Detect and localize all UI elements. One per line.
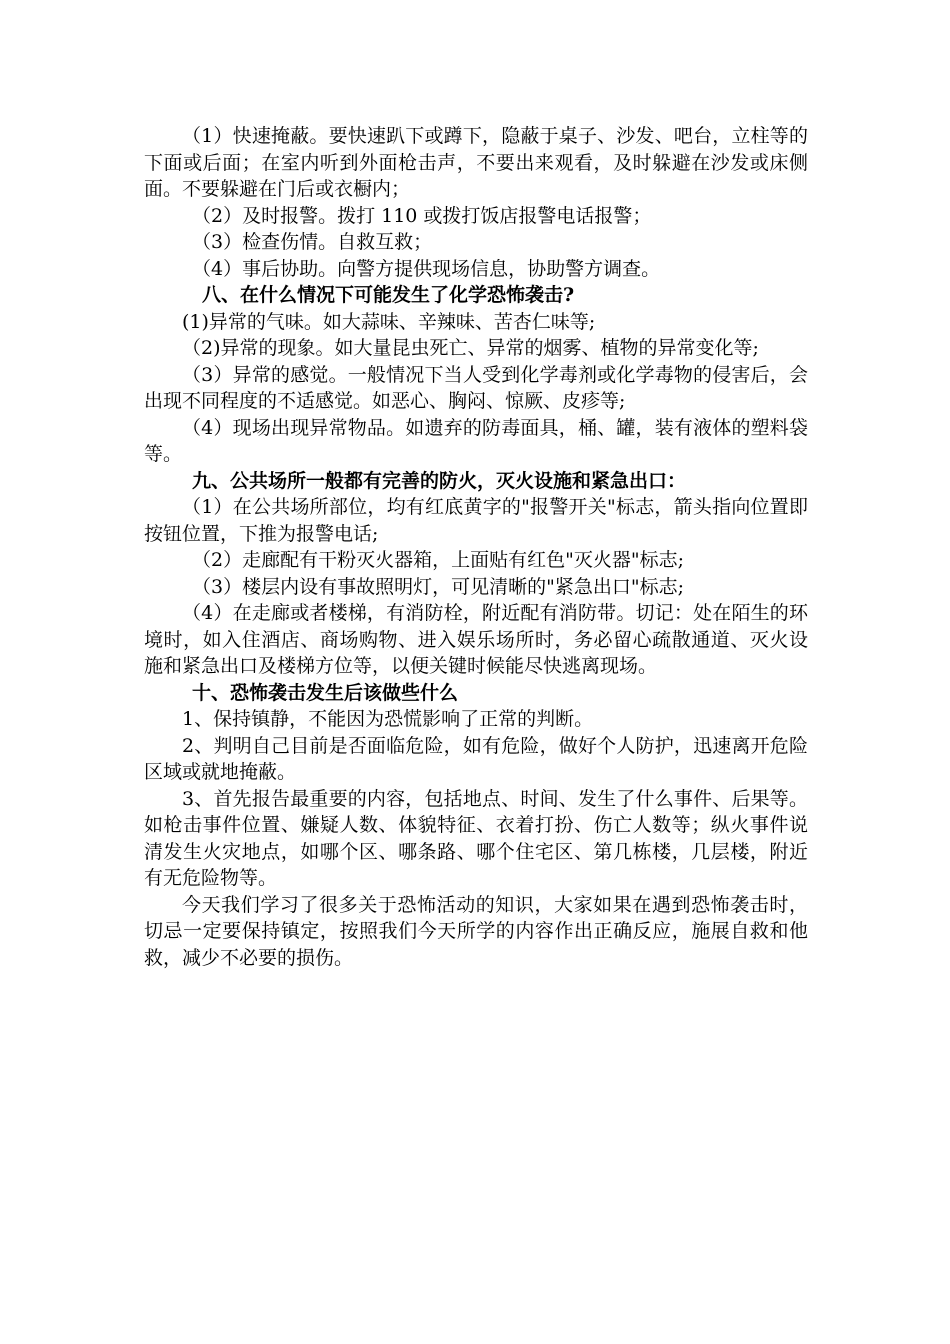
paragraph-report-content: 3、首先报告最重要的内容，包括地点、时间、发生了什么事件、后果等。如枪击事件位置、嫌疑人数、体貌特征、衣着打扮、伤亡人数等；纵火事件说清发生火灾地点，如哪个区、哪条路、哪个住宅区、第几栋楼，几层楼，附近有无危险物等。 [144, 787, 808, 889]
paragraph-conclusion: 今天我们学习了很多关于恐怖活动的知识，大家如果在遇到恐怖袭击时，切忌一定要保持镇定，按照我们今天所学的内容作出正确反应，施展自救和他救，减少不必要的损伤。 [144, 893, 808, 969]
heading-section-10: 十、恐怖袭击发生后该做些什么 [192, 681, 459, 704]
paragraph-report-police: （2）及时报警。拨打 110 或拨打饭店报警电话报警； [192, 204, 652, 227]
paragraph-assist-police: （4）事后协助。向警方提供现场信息，协助警方调查。 [192, 257, 661, 280]
paragraph-emergency-exit: （3）楼层内设有事故照明灯，可见清晰的"紧急出口"标志; [192, 575, 684, 598]
paragraph-abnormal-items: （4）现场出现异常物品。如遗弃的防毒面具，桶、罐，装有液体的塑料袋等。 [144, 416, 808, 465]
paragraph-assess-danger: 2、判明自己目前是否面临危险，如有危险，做好个人防护，迅速离开危险区域或就地掩蔽。 [144, 734, 808, 783]
paragraph-abnormal-feeling: （3）异常的感觉。一般情况下当人受到化学毒剂或化学毒物的侵害后，会出现不同程度的不适感觉。如恶心、胸闷、惊厥、皮疹等; [144, 363, 808, 412]
paragraph-check-injuries: （3）检查伤情。自救互救； [192, 231, 433, 253]
paragraph-abnormal-smell: (1)异常的气味。如大蒜味、辛辣味、苦杏仁味等; [182, 310, 596, 333]
paragraph-abnormal-phenomena: （2)异常的现象。如大量昆虫死亡、异常的烟雾、植物的异常变化等; [182, 337, 759, 359]
paragraph-extinguisher: （2）走廊配有干粉灭火器箱，上面贴有红色"灭火器"标志; [192, 549, 684, 571]
paragraph-stay-calm: 1、保持镇静，不能因为恐慌影响了正常的判断。 [182, 708, 594, 730]
document-body [144, 123, 808, 971]
paragraph-quick-cover: （1）快速掩蔽。要快速趴下或蹲下，隐蔽于桌子、沙发、吧台，立柱等的下面或后面；在室内听到外面枪击声，不要出来观看，及时躲避在沙发或床侧面。不要躲避在门后或衣橱内； [144, 125, 808, 200]
paragraph-alarm-switch: （1）在公共场所部位，均有红底黄字的"报警开关"标志，箭头指向位置即按钮位置，下推为报警电话; [144, 496, 808, 545]
heading-section-8: 八、在什么情况下可能发生了化学恐怖袭击? [202, 284, 575, 306]
paragraph-hydrant: （4）在走廊或者楼梯，有消防栓，附近配有消防带。切记：处在陌生的环境时，如入住酒店、商场购物、进入娱乐场所时，务必留心疏散通道、灭火设施和紧急出口及楼梯方位等，以便关键时候能尽快逃离现场。 [144, 602, 808, 677]
heading-section-9: 九、公共场所一般都有完善的防火，灭火设施和紧急出口： [192, 469, 687, 492]
